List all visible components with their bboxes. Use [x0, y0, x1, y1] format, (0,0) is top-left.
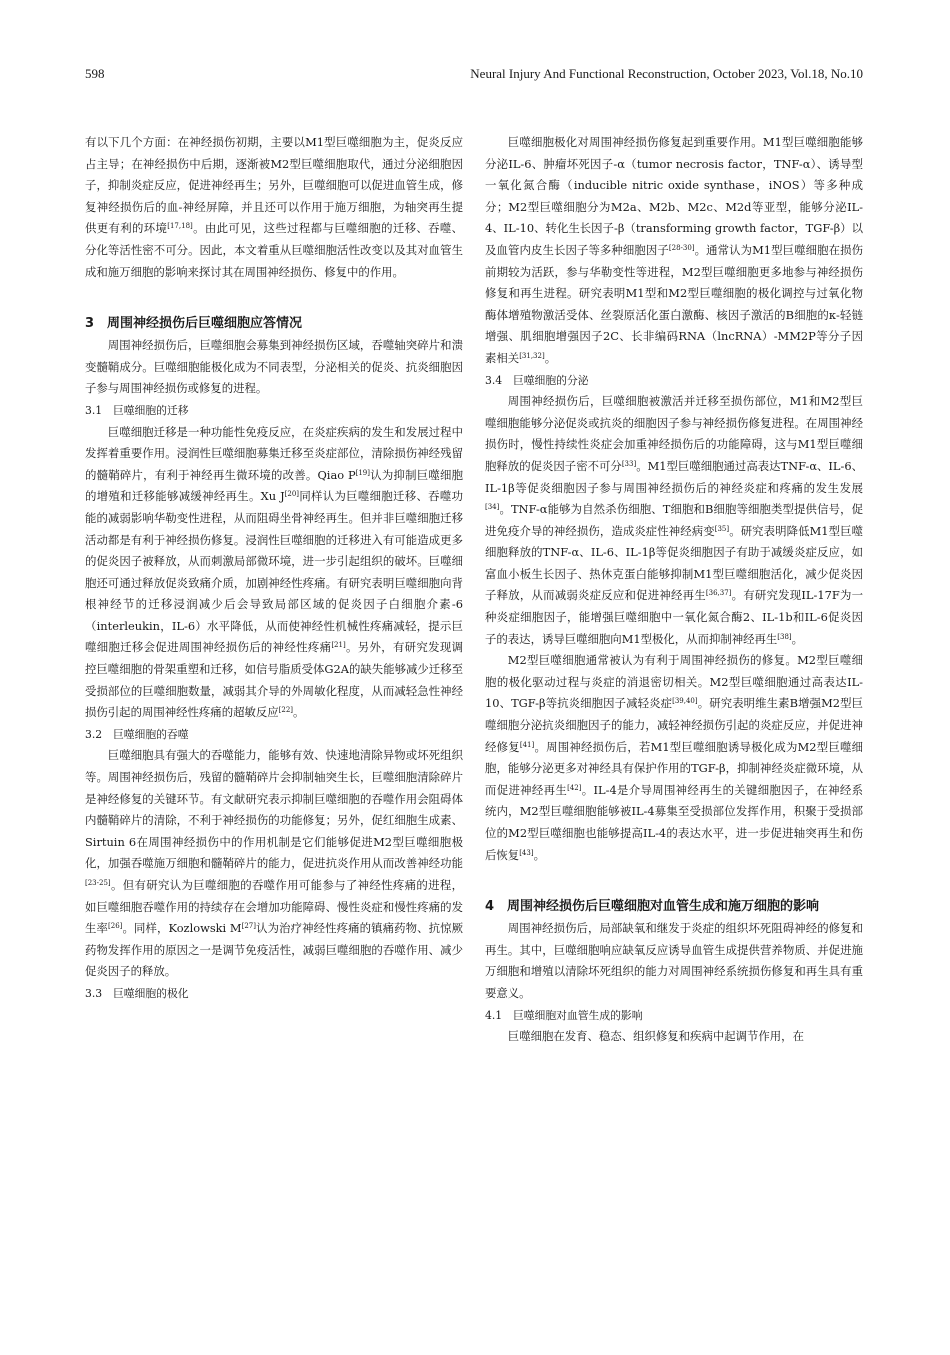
paragraph: 周围神经损伤后，巨噬细胞被激活并迁移至损伤部位，M1和M2型巨噬细胞能够分泌促炎或抗炎的细胞因子参与神经损伤修复进程。在周围神经损伤时，慢性持续性炎症会加重神经损伤后的功能障碍，这与M1型巨噬细胞释放的促炎因子密不可分[33]。M1型巨噬细胞通过高表达TNF-α、IL-6、IL-1β等促炎细胞因子参与周围神经损伤后的神经炎症和疼痛的发生发展[34]。TNF-α能够为自然杀伤细胞、T细胞和B细胞等细胞类型提供信号，促进免疫介导的神经损伤，造成炎症性神经病变[35]。研究表明降低M1型巨噬细胞释放的TNF-α、IL-6、IL-1β等促炎细胞因子有助于减缓炎症反应，如富血小板生长因子、热休克蛋白能够抑制M1型巨噬细胞活化，减少促炎因子释放，从而减弱炎症反应和促进神经再生[36,37]。有研究发现IL-17F为一种炎症细胞因子，能增强巨噬细胞中一氧化氮合酶2、IL-1b和IL-6促炎因子的表达，诱导巨噬细胞向M1型极化，从而抑制神经再生[38]。 — [485, 394, 863, 646]
section-heading: 4 周围神经损伤后巨噬细胞对血管生成和施万细胞的影响 — [485, 899, 820, 915]
paragraph: 周围神经损伤后，局部缺氧和继发于炎症的组织坏死阻碍神经的修复和再生。其中，巨噬细胞响应缺氧反应诱导血管生成提供营养物质、并促进施万细胞和增殖以清除坏死组织的能力对周围神经系统损伤修复和再生具有重要意义。 — [485, 921, 863, 1000]
subsection-heading: 3.2 巨噬细胞的吞噬 — [85, 727, 189, 741]
paragraph: 周围神经损伤后，巨噬细胞会募集到神经损伤区域，吞噬轴突碎片和溃变髓鞘成分。巨噬细胞能极化成为不同表型，分泌相关的促炎、抗炎细胞因子参与周围神经损伤或修复的进程。 — [85, 338, 463, 396]
page-number: 598 — [85, 66, 105, 81]
citation: [35] — [714, 524, 730, 533]
subsection-heading: 3.1 巨噬细胞的迁移 — [85, 403, 189, 417]
subsection-heading: 3.3 巨噬细胞的极化 — [85, 986, 189, 1000]
citation: [28-30] — [668, 243, 695, 252]
subsection-heading: 3.4 巨噬细胞的分泌 — [485, 373, 589, 387]
paragraph: 巨噬细胞迁移是一种功能性免疫反应，在炎症疾病的发生和发展过程中发挥着重要作用。浸润性巨噬细胞募集迁移至炎症部位，清除损伤神经残留的髓鞘碎片，有利于神经再生微环境的改善。Qiao P[19]认为抑制巨噬细胞的增殖和迁移能够减缓神经再生。Xu J[20]同样认为巨噬细胞迁移、吞噬功能的减弱影响华勒变性进程，从而阻碍坐骨神经再生。但并非巨噬细胞迁移活动都是有利于神经损伤修复。浸润性巨噬细胞的迁移进入有可能造成更多的促炎因子被释放，从而刺激局部微环境，进一步引起组织的破坏。巨噬细胞还可通过释放促炎致痛介质，加剧神经性疼痛。有研究表明巨噬细胞向背根神经节的迁移浸润减少后会导致局部区域的促炎因子白细胞介素-6（interleukin，IL-6）水平降低，从而使神经性机械性疼痛减轻，提示巨噬细胞迁移会促进周围神经损伤后的神经性疼痛[21]。另外，有研究发现调控巨噬细胞的骨架重塑和迁移，如信号脂质受体G2A的缺失能够减少迁移至受损部位的巨噬细胞数量，减弱其介导的外周敏化程度，从而减轻急性神经损伤引起的周围神经性疼痛的超敏反应[22]。 — [85, 424, 463, 720]
citation: [38] — [777, 632, 792, 641]
citation: [31,32] — [519, 351, 545, 360]
citation: [41] — [519, 740, 535, 749]
paragraph: 有以下几个方面：在神经损伤初期，主要以M1型巨噬细胞为主，促炎反应占主导；在神经损伤中后期，逐渐被M2型巨噬细胞取代，通过分泌细胞因子，抑制炎症反应，促进神经再生；另外，巨噬细胞可以促进血管生成，修复神经损伤后的血-神经屏障，并且还可以作用于施万细胞，为轴突再生提供更有利的环境[17,18]。由此可见，这些过程都与巨噬细胞的迁移、吞噬、分化等活性密不可分。因此，本文着重从巨噬细胞活性改变以及其对血管生成和施万细胞的影响来探讨其在周围神经损伤、修复中的作用。 — [85, 135, 463, 279]
citation: [42] — [567, 783, 582, 792]
subsection-heading: 4.1 巨噬细胞对血管生成的影响 — [485, 1008, 643, 1022]
citation: [23-25] — [85, 879, 111, 887]
citation: [26] — [108, 922, 123, 931]
paragraph: 巨噬细胞极化对周围神经损伤修复起到重要作用。M1型巨噬细胞能够分泌IL-6、肿瘤坏死因子-α（tumor necrosis factor，TNF-α）、诱导型一氧化氮合酶（inducible nitric oxide synthase，iNOS）等多种成分；M2型巨噬细胞分为M2a、M2b、M2c、M2d等亚型，能够分泌IL-4、IL-10、转化生长因子-β（transforming growth factor，TGF-β）以及血管内皮生长因子等多种细胞因子[28-30]。通常认为M1型巨噬细胞在损伤前期较为活跃，参与华勒变性等进程，M2型巨噬细胞更多地参与神经损伤修复和再生进程。研究表明M1型和M2型巨噬细胞的极化调控与过氧化物酶体增殖物激活受体、丝裂原活化蛋白激酶、核因子激活的B细胞的κ-轻链增强、肌细胞增强因子2C、长非编码RNA（lncRNA）-MM2P等分子因素相关[31,32]。 — [485, 135, 863, 365]
citation: [17,18] — [167, 222, 193, 231]
paragraph: 巨噬细胞具有强大的吞噬能力，能够有效、快速地清除异物或坏死组织等。周围神经损伤后，残留的髓鞘碎片会抑制轴突生长，巨噬细胞清除碎片是神经修复的关键环节。有文献研究表示抑制巨噬细胞的吞噬作用会阻碍体内髓鞘碎片的清除，不利于神经损伤的功能修复；另外，促红细胞生成素、Sirtuin 6在周围神经损伤中的作用机制是它们能够促进M2型巨噬细胞极化，加强吞噬施万细胞和髓鞘碎片的能力，促进抗炎作用从而改善神经功能[23-25]。但有研究认为巨噬细胞的吞噬作用可能参与了神经性疼痛的进程，如巨噬细胞吞噬作用的持续存在会增加功能障碍、慢性炎症和慢性疼痛的发生率[26]。同样，Kozlowski M[27]认为治疗神经性疼痛的镇痛药物、抗惊厥药物发挥作用的原因之一是调节免疫活性，减弱巨噬细胞的吞噬作用、减少促炎因子的释放。 — [85, 748, 463, 979]
paragraph: 巨噬细胞在发育、稳态、组织修复和疾病中起调节作用，在 — [507, 1029, 804, 1044]
journal-citation: Neural Injury And Functional Reconstruction, October 2023, Vol.18, No.10 — [470, 66, 863, 81]
citation: [43] — [519, 848, 534, 857]
citation: [22] — [278, 706, 294, 715]
citation: [20] — [284, 490, 300, 499]
paragraph: M2型巨噬细胞通常被认为有利于周围神经损伤的修复。M2型巨噬细胞的极化驱动过程与炎症的消退密切相关。M2型巨噬细胞通过高表达IL-10、TGF-β等抗炎细胞因子减轻炎症[39,40]。研究表明维生素B增强M2型巨噬细胞分泌抗炎细胞因子的能力，减轻神经损伤引起的炎症反应，并促进神经修复[41]。周围神经损伤后，若M1型巨噬细胞诱导极化成为M2型巨噬细胞，能够分泌更多对神经具有保护作用的TGF-β，抑制神经炎症微环境，从而促进神经再生[42]。IL-4是介导周围神经再生的关键细胞因子，在神经系统内，M2型巨噬细胞能够被IL-4募集至受损部位发挥作用，积聚于受损部位的M2型巨噬细胞也能够提高IL-4的表达水平，进一步促进轴突再生和伤后恢复[43]。 — [485, 653, 863, 862]
citation: [19] — [355, 468, 370, 477]
citation: [39,40] — [672, 697, 698, 706]
citation: [36,37] — [705, 589, 732, 598]
citation: [27] — [241, 922, 256, 931]
citation: [21] — [331, 641, 346, 650]
section-heading: 3 周围神经损伤后巨噬细胞应答情况 — [85, 316, 303, 332]
citation: [34] — [485, 503, 500, 512]
left-column — [85, 132, 463, 1005]
right-column — [485, 132, 863, 1048]
citation: [33] — [621, 459, 637, 468]
running-header — [85, 66, 863, 86]
